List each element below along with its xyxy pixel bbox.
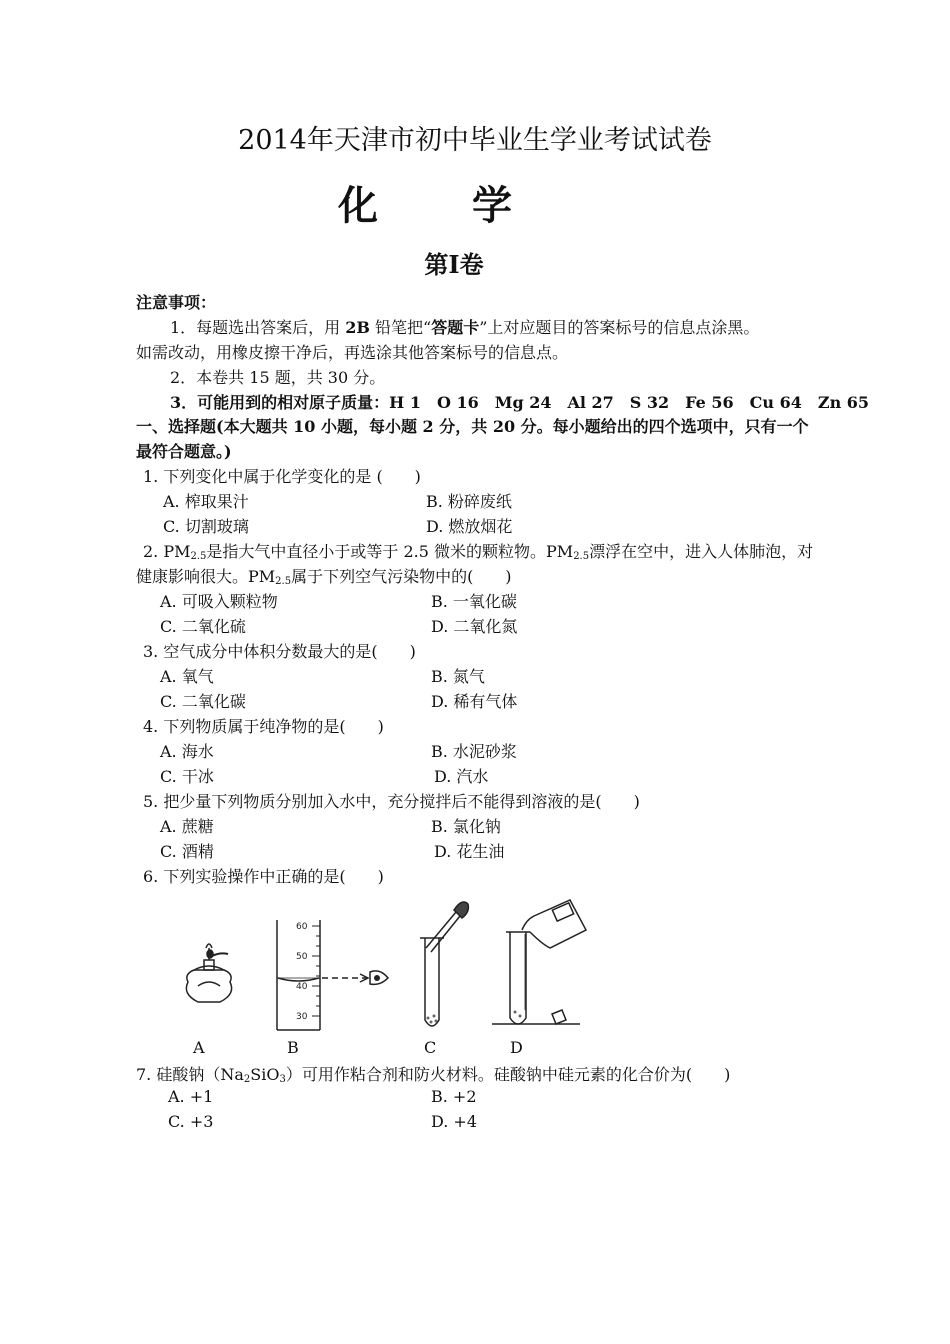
q4-option-b: B. 水泥砂浆 (431, 742, 517, 761)
q7-text-a: 7. 硅酸钠（Na (136, 1065, 244, 1084)
q6-label-b: B (287, 1038, 299, 1057)
q5-option-d: D. 花生油 (434, 842, 505, 861)
q4-option-d: D. 汽水 (434, 767, 489, 786)
q2-text-c: 漂浮在空中，进入人体肺泡，对 (589, 542, 814, 561)
q2-option-c: C. 二氧化硫 (160, 617, 246, 636)
note-1-line-1 (170, 315, 759, 338)
q7-text-b: SiO (250, 1065, 280, 1084)
q7-stem (136, 1062, 730, 1085)
pouring-liquid-illustration (492, 900, 586, 1024)
note-1-text-a: 1．每题选出答案后，用 (170, 318, 346, 337)
q4-stem: 4. 下列物质属于纯净物的是( ) (143, 717, 384, 736)
q1-stem: 1. 下列变化中属于化学变化的是 ( ) (143, 467, 421, 486)
q1-option-d: D. 燃放烟花 (426, 517, 513, 536)
q2-sub-1: 2.5 (190, 551, 207, 562)
subject-title: 化 学 (338, 182, 552, 229)
q2-text-e: 属于下列空气污染物中的( ) (291, 567, 512, 586)
q5-option-c: C. 酒精 (160, 842, 214, 861)
q6-label-a: A (193, 1038, 205, 1057)
notes-heading: 注意事项： (136, 293, 217, 312)
scale-tick-30: 30 (296, 1012, 308, 1022)
q2-sub-2: 2.5 (573, 551, 590, 562)
q2-option-d: D. 二氧化氮 (431, 617, 518, 636)
graduated-cylinder-illustration (277, 920, 388, 1030)
q7-option-b: B. +2 (431, 1087, 477, 1106)
note-1-line-2: 如需改动，用橡皮擦干净后，再选涂其他答案标号的信息点。 (136, 343, 569, 362)
q5-option-b: B. 氯化钠 (431, 817, 501, 836)
q5-option-a: A. 蔗糖 (160, 817, 214, 836)
section-heading-line-2: 最符合题意。) (136, 442, 232, 461)
q2-text-d: 健康影响很大。PM (136, 567, 276, 586)
q2-option-b: B. 一氧化碳 (431, 592, 517, 611)
q1-option-b: B. 粉碎废纸 (426, 492, 512, 511)
q2-text-b: 是指大气中直径小于或等于 2.5 微米的颗粒物。PM (206, 542, 574, 561)
section-heading-line-1: 一、选择题(本大题共 10 小题，每小题 2 分，共 20 分。每小题给出的四个选项中，只有一个 (136, 417, 809, 436)
q7-sub-1: 2 (243, 1074, 251, 1085)
q2-stem-line-1 (143, 539, 813, 562)
q7-text-c: ）可用作粘合剂和防火材料。硅酸钠中硅元素的化合价为( ) (285, 1065, 731, 1084)
q5-stem: 5. 把少量下列物质分别加入水中，充分搅拌后不能得到溶液的是( ) (143, 792, 640, 811)
q6-label-d: D (510, 1038, 523, 1057)
q7-option-a: A. +1 (168, 1087, 214, 1106)
note-1-text-b: 铅笔把“ (369, 318, 432, 337)
q2-stem-line-2 (136, 564, 512, 587)
q1-option-c: C. 切割玻璃 (163, 517, 249, 536)
q4-option-c: C. 干冰 (160, 767, 214, 786)
q3-stem: 3. 空气成分中体积分数最大的是( ) (143, 642, 416, 661)
note-1-card: 答题卡 (431, 318, 480, 337)
q3-option-b: B. 氮气 (431, 667, 485, 686)
note-2: 2．本卷共 15 题，共 30 分。 (170, 368, 386, 387)
volume-title: 第Ⅰ卷 (424, 250, 484, 279)
scale-tick-60: 60 (296, 922, 308, 932)
q2-sub-3: 2.5 (275, 576, 292, 587)
q1-option-a: A. 榨取果汁 (163, 492, 249, 511)
exam-title: 2014年天津市初中毕业生学业考试试卷 (238, 125, 712, 156)
q2-text-a: 2. PM (143, 542, 191, 561)
test-tube-dropper-illustration (420, 902, 468, 1026)
note-1-text-c: ”上对应题目的答案标号的信息点涂黑。 (479, 318, 760, 337)
q4-option-a: A. 海水 (160, 742, 214, 761)
q6-figure (170, 890, 600, 1035)
scale-tick-40: 40 (296, 982, 308, 992)
note-3: 3．可能用到的相对原子质量：H 1 O 16 Mg 24 Al 27 S 32 Fe 56 Cu 64 Zn 65 (170, 393, 870, 412)
scale-tick-50: 50 (296, 952, 308, 962)
q3-option-c: C. 二氧化碳 (160, 692, 246, 711)
q6-stem: 6. 下列实验操作中正确的是( ) (143, 867, 384, 886)
q2-option-a: A. 可吸入颗粒物 (160, 592, 278, 611)
q7-option-c: C. +3 (168, 1112, 214, 1131)
q3-option-d: D. 稀有气体 (431, 692, 518, 711)
q6-label-c: C (424, 1038, 437, 1057)
alcohol-lamp-illustration (186, 944, 231, 1002)
q7-sub-2: 3 (279, 1074, 286, 1085)
note-1-pencil: 2B (345, 318, 370, 337)
q7-option-d: D. +4 (431, 1112, 478, 1131)
q3-option-a: A. 氧气 (160, 667, 214, 686)
